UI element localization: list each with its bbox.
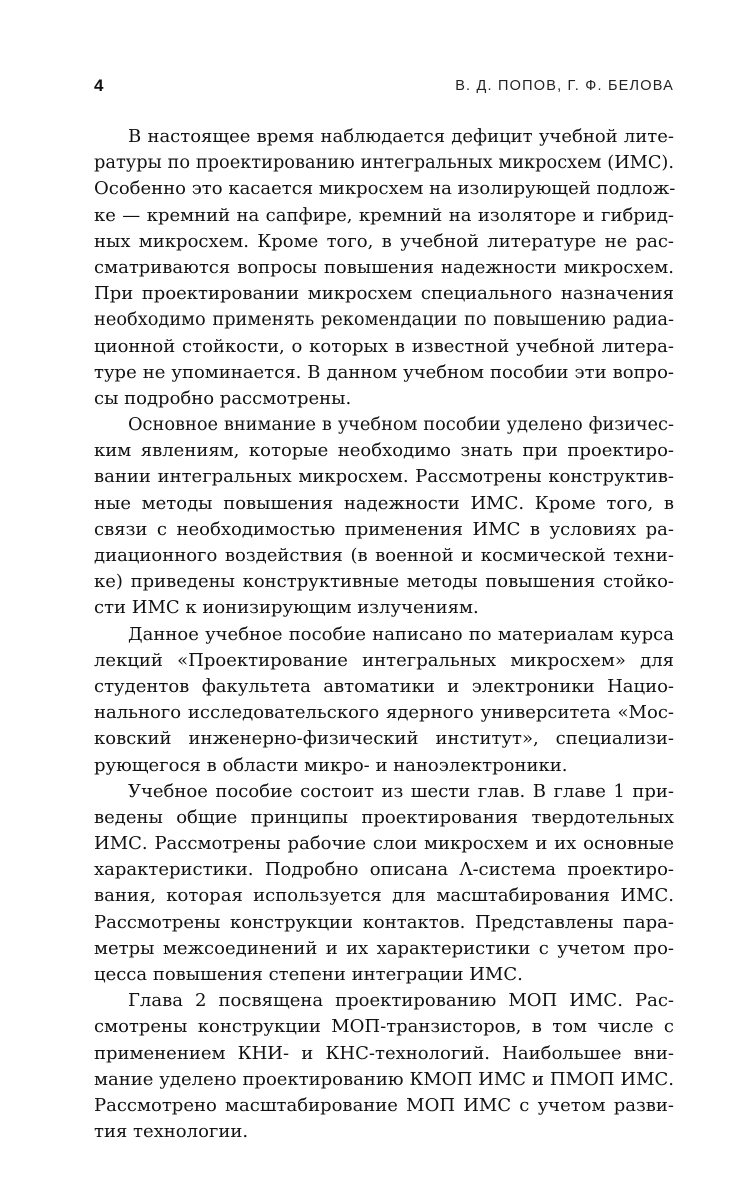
text-line: рующегося в области микро- и наноэлектроники.	[94, 754, 568, 776]
text-line: цесса повышения степени интеграции ИМС.	[94, 964, 523, 985]
page-number: 4	[94, 76, 104, 95]
text-line: необходимо применять рекомендации по повышению радиа-	[94, 310, 674, 331]
text-line: смотрены конструкции МОП-транзисторов, в том числе с	[94, 1016, 674, 1038]
text-line: Особенно это касается микросхем на изолирующей подлож-	[94, 178, 676, 200]
text-line: ционной стойкости, о которых в известной учебной литера-	[94, 335, 674, 357]
text-line: применением КНИ- и КНС-технологий. Наибольшее вни-	[94, 1042, 674, 1064]
text-line: связи с необходимостью применения ИМС в условиях ра-	[94, 518, 674, 540]
text-line: лекций «Проектирование интегральных микросхем» для	[94, 649, 674, 671]
text-line: тия технологии.	[94, 1121, 249, 1143]
text-line: При проектировании микросхем специального назначения	[94, 283, 674, 305]
text-line: нального исследовательского ядерного университета «Мос-	[94, 702, 674, 724]
text-line: Рассмотрены конструкции контактов. Представлены пара-	[94, 911, 674, 933]
text-line: ведены общие принципы проектирования твердотельных	[94, 806, 674, 828]
text-line: ке) приведены конструктивные методы повышения стойко-	[94, 571, 674, 593]
text-line: Рассмотрено масштабирование МОП ИМС с учетом разви-	[94, 1094, 674, 1116]
text-line: ратуры по проектированию интегральных микросхем (ИМС).	[94, 153, 674, 174]
text-line: мание уделено проектированию КМОП ИМС и ПМОП ИМС.	[94, 1068, 674, 1090]
paragraph	[94, 124, 674, 412]
text-line: Основное внимание в учебном пособии уделено физичес-	[128, 415, 674, 436]
text-line: диационного воздействия (в военной и космической техни-	[94, 545, 674, 566]
body-text	[94, 124, 674, 1145]
text-line: вании интегральных микросхем. Рассмотрены конструктив-	[94, 466, 674, 488]
text-line: ковский инженерно-физический институт», специализи-	[94, 728, 674, 750]
text-line: сти ИМС к ионизирующим излучениям.	[94, 597, 479, 619]
paragraph	[94, 622, 674, 779]
text-line: ИМС. Рассмотрены рабочие слои микросхем и их основные	[94, 833, 674, 855]
running-head-authors: В. Д. ПОПОВ, Г. Ф. БЕЛОВА	[455, 78, 674, 94]
text-line: В настоящее время наблюдается дефицит учебной лите-	[128, 126, 674, 147]
text-line: вания, которая используется для масштабирования ИМС.	[94, 885, 674, 907]
running-header	[94, 74, 674, 98]
paragraph	[94, 779, 674, 989]
text-line: студентов факультета автоматики и электроники Нацио-	[94, 675, 674, 697]
paragraph	[94, 988, 674, 1145]
text-line: туре не упоминается. В данном учебном пособии эти вопро-	[94, 361, 674, 383]
paragraph	[94, 412, 674, 622]
text-line: ные методы повышения надежности ИМС. Кроме того, в	[94, 492, 674, 514]
text-line: Глава 2 посвящена проектированию МОП ИМС. Рас-	[128, 990, 674, 1012]
text-line: сы подробно рассмотрены.	[94, 387, 352, 409]
text-line: ке — кремний на сапфире, кремний на изоляторе и гибрид-	[94, 204, 674, 226]
text-line: сматриваются вопросы повышения надежности микросхем.	[94, 256, 674, 278]
text-line: характеристики. Подробно описана Λ-система проектиро-	[94, 859, 674, 881]
text-line: Учебное пособие состоит из шести глав. В главе 1 при-	[128, 780, 674, 802]
text-line: Данное учебное пособие написано по материалам курса	[128, 623, 674, 645]
text-line: ных микросхем. Кроме того, в учебной литературе не рас-	[94, 230, 674, 252]
text-line: метры межсоединений и их характеристики с учетом про-	[94, 937, 674, 959]
text-line: ким явлениям, которые необходимо знать при проектиро-	[94, 440, 674, 462]
